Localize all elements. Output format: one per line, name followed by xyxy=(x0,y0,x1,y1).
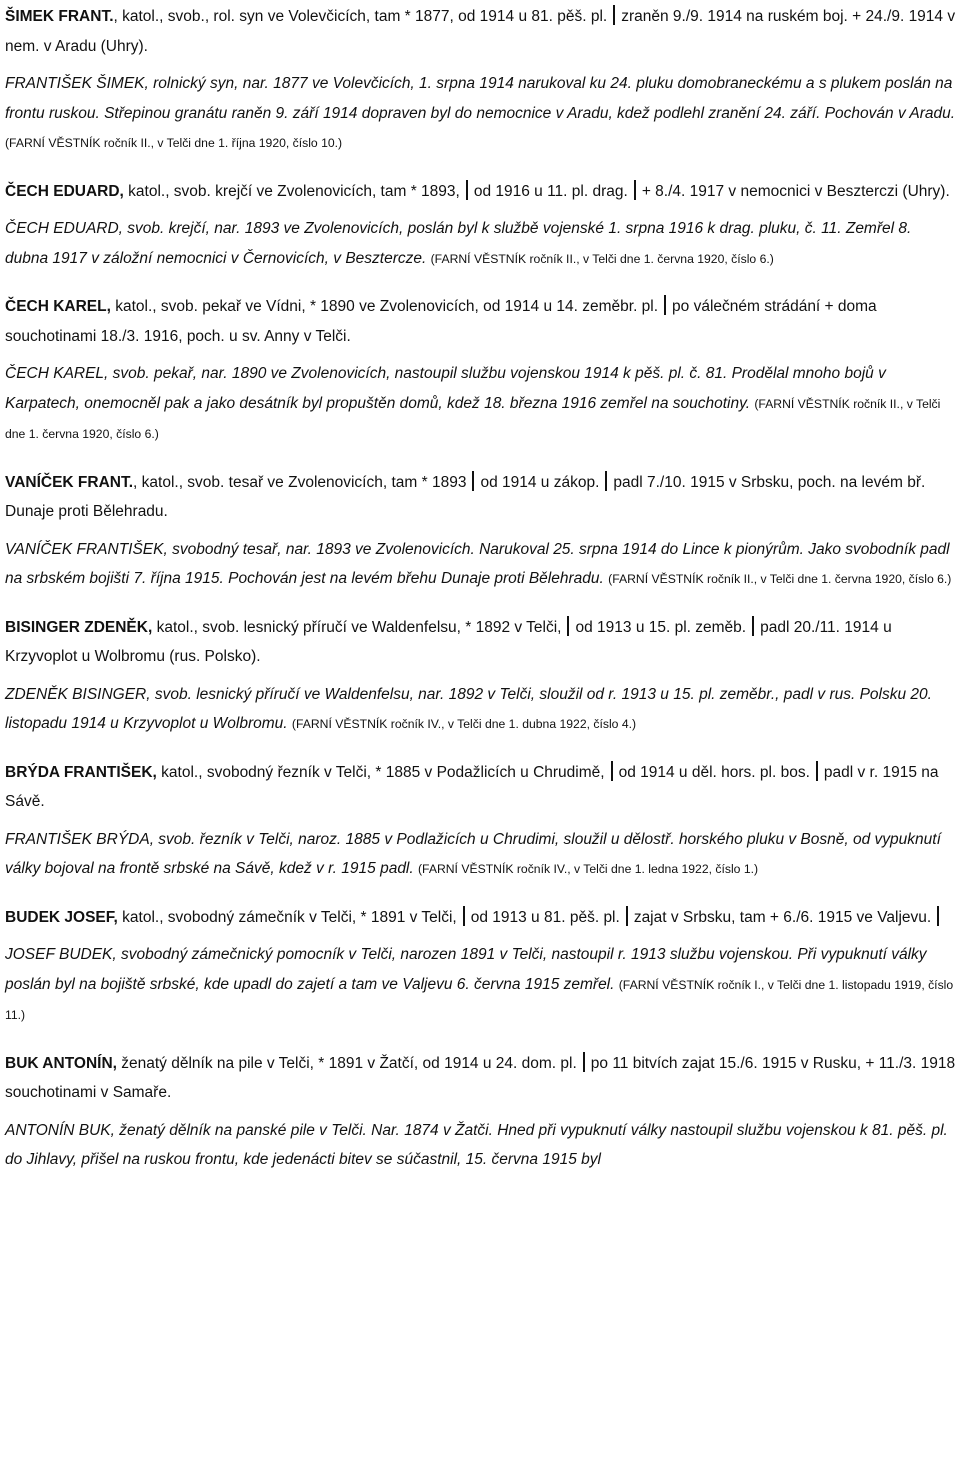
register-text: padl 20./11. 1914 u Krzyvoplot u Wolbromu (rus. Polsko). xyxy=(5,618,892,665)
newspaper-text: ČECH EDUARD, svob. krejčí, nar. 1893 ve Zvolenovicích, poslán byl k službě vojenské 1. srpna 1916 k drag. pluku, č. 11. Zemřel 8. dubna 1917 v záložní nemocnici v Černovicích, v Besztercze. xyxy=(5,220,912,267)
newspaper-entry xyxy=(5,680,957,740)
register-name: BUK ANTONÍN, xyxy=(5,1054,117,1072)
newspaper-source: (FARNÍ VĚSTNÍK ročník I., v Telči dne 1. listopadu 1919, číslo 11.) xyxy=(5,977,954,1022)
register-name: BISINGER ZDENĚK, xyxy=(5,618,153,636)
newspaper-text: VANÍČEK FRANTIŠEK, svobodný tesař, nar. 1893 ve Zvolenovicích. Narukoval 25. srpna 1914 do Lince k pionýrům. Jako svobodník padl na srbském bojišti 7. října 1915. Pochován jest na levém břehu Dunaje proti Bělehradu. xyxy=(5,540,950,587)
register-entry xyxy=(5,756,957,817)
newspaper-entry xyxy=(5,359,957,450)
register-text: od 1913 u 15. pl. zeměb. xyxy=(575,618,747,636)
register-text: po válečném strádání + doma souchotinami 18./3. 1916, poch. u sv. Anny v Telči. xyxy=(5,298,877,345)
register-name: BRÝDA FRANTIŠEK, xyxy=(5,763,157,781)
newspaper-text: FRANTIŠEK ŠIMEK, rolnický syn, nar. 1877 ve Volevčicích, 1. srpna 1914 narukoval ku 24. pluku domobraneckému a s plukem poslán na frontu ruskou. Střepinou granátu raněn 9. září 1914 dopraven byl do nemocnice v Aradu, kdež podlehl zranění 24. září. Pochován v Aradu. xyxy=(5,75,956,122)
register-name: ŠIMEK FRANT. xyxy=(5,8,114,25)
register-text: zajat v Srbsku, tam + 6./6. 1915 ve Valjevu. xyxy=(633,908,932,926)
separator-bar xyxy=(583,1052,585,1072)
register-entry xyxy=(5,1047,957,1108)
separator-bar xyxy=(626,906,628,926)
register-text: , katol., svob., rol. syn ve Volevčicích, tam * 1877, od 1914 u 81. pěš. pl. xyxy=(113,8,608,25)
newspaper-source: (FARNÍ VĚSTNÍK ročník IV., v Telči dne 1. ledna 1922, číslo 1.) xyxy=(418,862,759,876)
newspaper-entry xyxy=(5,825,957,885)
separator-bar xyxy=(605,471,607,491)
register-text: zraněn 9./9. 1914 na ruském boj. + 24./9. 1914 v nem. v Aradu (Uhry). xyxy=(5,8,956,55)
register-entry xyxy=(5,175,957,207)
newspaper-source: (FARNÍ VĚSTNÍK ročník IV., v Telči dne 1. dubna 1922, číslo 4.) xyxy=(291,717,637,731)
newspaper-entry xyxy=(5,69,957,159)
separator-bar xyxy=(567,616,569,636)
register-text: padl 7./10. 1915 v Srbsku, poch. na levém bř. Dunaje proti Bělehradu. xyxy=(5,473,926,520)
newspaper-source: (FARNÍ VĚSTNÍK ročník II., v Telči dne 1. června 1920, číslo 6.) xyxy=(430,251,774,266)
register-text: + 8./4. 1917 v nemocnici v Beszterczi (Uhry). xyxy=(641,182,950,200)
newspaper-source: (FARNÍ VĚSTNÍK ročník II., v Telči dne 1. června 1920, číslo 6.) xyxy=(5,396,941,441)
register-text: ženatý dělník na pile v Telči, * 1891 v Žatčí, od 1914 u 24. dom. pl. xyxy=(116,1054,577,1072)
register-name: ČECH KAREL, xyxy=(5,298,111,315)
register-text: od 1914 u zákop. xyxy=(480,473,600,491)
register-text: katol., svobodný zámečník v Telči, * 1891 v Telči, xyxy=(117,908,457,926)
newspaper-text: ZDENĚK BISINGER, svob. lesnický příručí ve Waldenfelsu, nar. 1892 v Telči, sloužil od r. 1913 u 15. pl. zeměbr., padl v rus. Polsku 20. listopadu 1914 u Krzyvoplot u Wolbromu. xyxy=(5,685,932,732)
register-name: BUDEK JOSEF, xyxy=(5,908,118,926)
newspaper-entry xyxy=(5,940,957,1031)
newspaper-text: JOSEF BUDEK, svobodný zámečnický pomocník v Telči, narozen 1891 v Telči, nastoupil r. 1913 službu vojenskou. Při vypuknutí války poslán byl na bojiště srbské, kde upadl do zajetí a tam ve Valjevu 6. června 1915 zemřel. xyxy=(5,946,927,993)
register-text: katol., svob. krejčí ve Zvolenovicích, tam * 1893, xyxy=(123,182,460,200)
register-entry xyxy=(5,611,957,672)
register-text: katol., svobodný řezník v Telči, * 1885 v Podažlicích u Chrudimě, xyxy=(156,763,605,781)
register-text: , katol., svob. tesař ve Zvolenovicích, tam * 1893 xyxy=(133,473,467,491)
newspaper-text: FRANTIŠEK BRÝDA, svob. řezník v Telči, naroz. 1885 v Podlažicích u Chrudimi, sloužil u dělostř. horského pluku v Bosně, od vypuknutí války bojoval na frontě srbské na Sávě, kdež v r. 1915 padl. xyxy=(5,830,941,877)
separator-bar xyxy=(634,180,636,200)
separator-bar xyxy=(472,471,474,491)
register-text: po 11 bitvích zajat 15./6. 1915 v Rusku, + 11./3. 1918 souchotinami v Samaře. xyxy=(5,1054,956,1101)
separator-bar xyxy=(664,295,666,315)
register-entry xyxy=(5,0,957,61)
newspaper-source: (FARNÍ VĚSTNÍK ročník II., v Telči dne 1. října 1920, číslo 10.) xyxy=(5,136,343,150)
separator-bar xyxy=(611,761,613,781)
separator-bar xyxy=(937,906,939,926)
separator-bar xyxy=(613,5,615,25)
register-entry xyxy=(5,466,957,527)
newspaper-text: ČECH KAREL, svob. pekař, nar. 1890 ve Zvolenovicích, nastoupil službu vojenskou 1914 k pěš. pl. č. 81. Prodělal mnoho bojů v Karpatech, onemocněl pak a jako desátník byl propuštěn domů, kdež 18. března 1916 zemřel na souchotiny. xyxy=(5,365,886,412)
register-text: od 1913 u 81. pěš. pl. xyxy=(470,908,620,926)
newspaper-entry xyxy=(5,1116,957,1175)
register-entry xyxy=(5,290,957,351)
newspaper-entry xyxy=(5,535,957,595)
register-name: VANÍČEK FRANT. xyxy=(5,473,134,491)
separator-bar xyxy=(463,906,465,926)
register-text: katol., svob. pekař ve Vídni, * 1890 ve Zvolenovicích, od 1914 u 14. zeměbr. pl. xyxy=(110,298,659,315)
register-name: ČECH EDUARD, xyxy=(5,182,124,200)
register-entry xyxy=(5,901,957,933)
separator-bar xyxy=(466,180,468,200)
register-text: padl v r. 1915 na Sávě. xyxy=(5,763,939,810)
newspaper-entry xyxy=(5,214,957,274)
register-text: od 1916 u 11. pl. drag. xyxy=(473,182,628,200)
separator-bar xyxy=(816,761,818,781)
separator-bar xyxy=(752,616,754,636)
register-text: od 1914 u děl. hors. pl. bos. xyxy=(618,763,810,781)
newspaper-text: ANTONÍN BUK, ženatý dělník na panské pile v Telči. Nar. 1874 v Žatči. Hned při vypuknutí války nastoupil službu vojenskou k 81. pěš. pl. do Jihlavy, přišel na ruskou frontu, kde jedenácti bitev se súčastnil, 15. června 1915 byl xyxy=(5,1121,948,1168)
register-text: katol., svob. lesnický příručí ve Waldenfelsu, * 1892 v Telči, xyxy=(152,618,562,636)
newspaper-source: (FARNÍ VĚSTNÍK ročník II., v Telči dne 1. června 1920, číslo 6.) xyxy=(608,572,952,586)
document-body xyxy=(5,0,957,1175)
